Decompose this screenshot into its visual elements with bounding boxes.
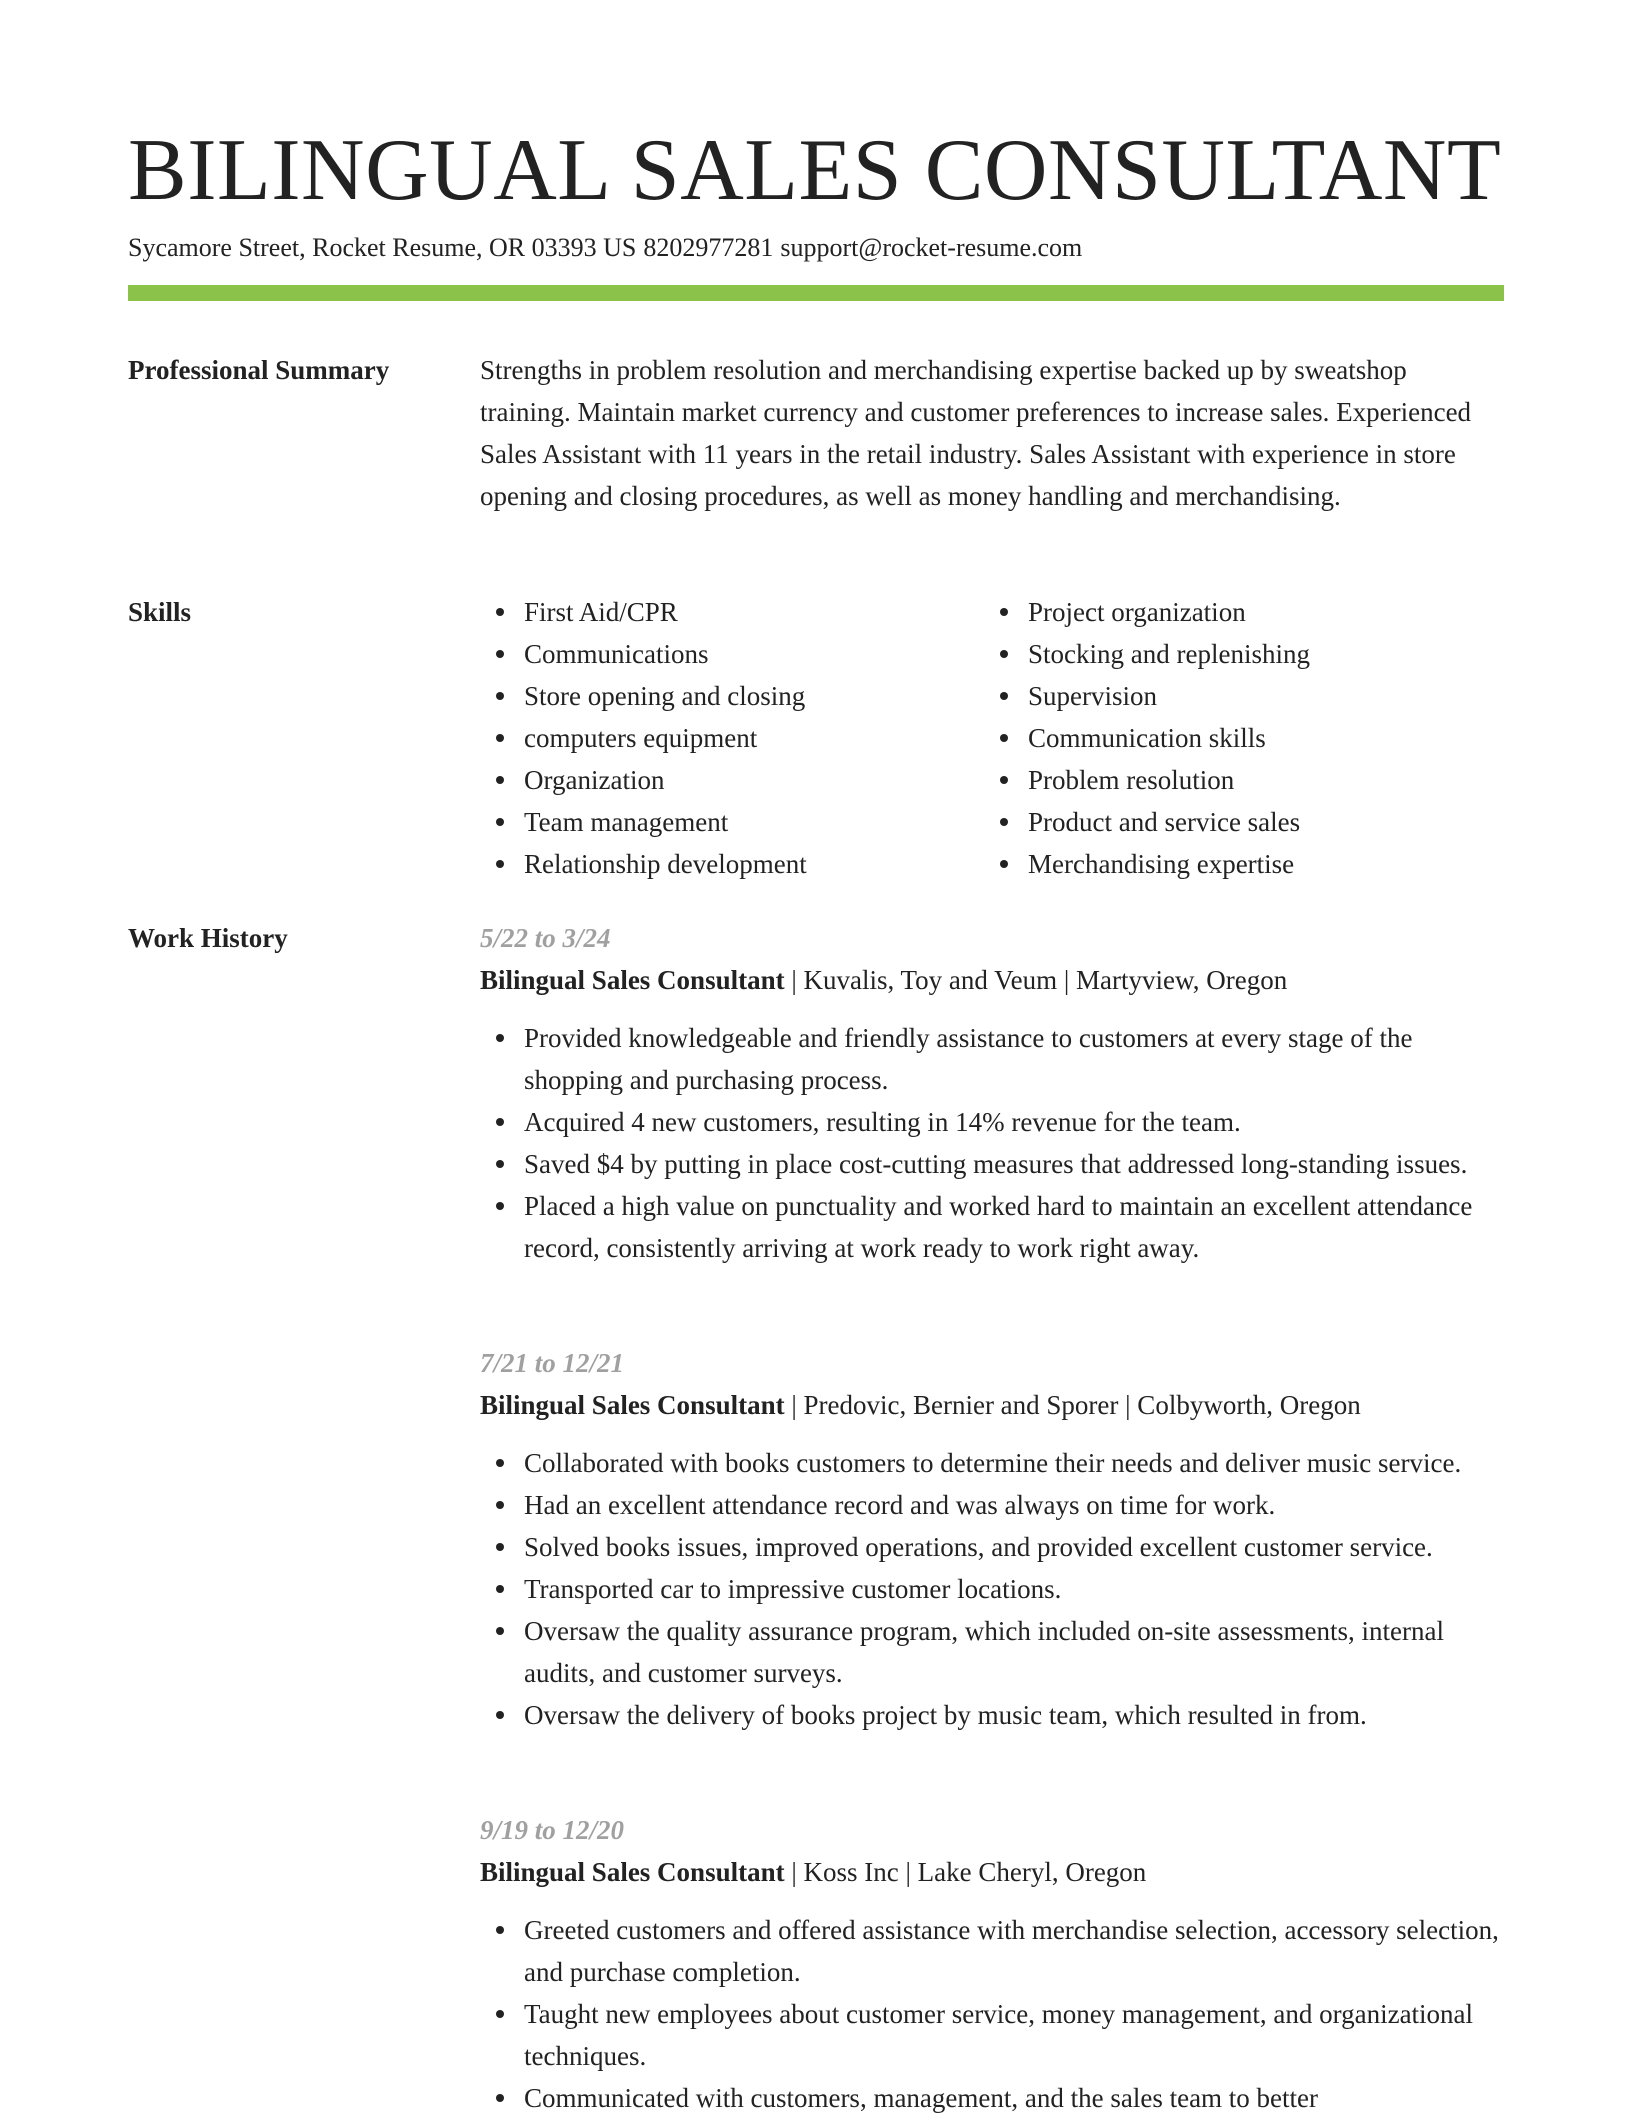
skill-item [524,759,984,801]
skill-item [524,843,984,885]
job-bullet-text: Placed a high value on punctuality and worked hard to maintain an excellent attendance record, consistently arriving at work ready to work right away. [524,1191,1473,1263]
skill-item-text: Organization [524,765,665,795]
job-bullet-text: Had an excellent attendance record and was always on time for work. [524,1490,1276,1520]
skill-item-text: Problem resolution [1028,765,1235,795]
job-entry [480,1342,1504,1736]
job-company-location: | Kuvalis, Toy and Veum | Martyview, Oregon [784,965,1288,995]
skill-item [1028,591,1488,633]
job-bullet-text: Greeted customers and offered assistance with merchandise selection, accessory selection, and purchase completion. [524,1915,1499,1987]
skill-item-text: Communications [524,639,709,669]
skill-item [524,633,984,675]
job-dates: 9/19 to 12/20 [480,1815,625,1845]
job-bullet-text: Oversaw the quality assurance program, which included on-site assessments, internal audits, and customer surveys. [524,1616,1444,1688]
job-bullet-text: Solved books issues, improved operations, and provided excellent customer service. [524,1532,1433,1562]
job-bullet [524,1909,1504,1993]
job-bullet-text: Communicated with customers, management, and the sales team to better [524,2083,1319,2113]
bullet-dot-icon [496,776,504,784]
skills-heading: Skills [128,597,192,627]
bullet-dot-icon [496,650,504,658]
bullet-dot-icon [496,1202,504,1210]
job-entry [480,1809,1504,2119]
job-bullet [524,2077,1504,2119]
job-bullet-text: Acquired 4 new customers, resulting in 14% revenue for the team. [524,1107,1241,1137]
job-bullets [480,1442,1504,1736]
job-bullet [524,1185,1504,1269]
job-bullet [524,1694,1504,1736]
bullet-dot-icon [1000,860,1008,868]
skill-item-text: Project organization [1028,597,1246,627]
job-bullet [524,1484,1504,1526]
skill-item-text: computers equipment [524,723,758,753]
job-role: Bilingual Sales Consultant [480,965,785,995]
bullet-dot-icon [496,1118,504,1126]
job-bullet-text: Taught new employees about customer service, money management, and organizational techniques. [524,1999,1474,2071]
bullet-dot-icon [1000,692,1008,700]
job-bullet [524,1101,1504,1143]
bullet-dot-icon [1000,776,1008,784]
skills-list-right [984,591,1488,885]
contact-line [128,230,1082,266]
skill-item-text: Team management [524,807,729,837]
job-bullet-text: Oversaw the delivery of books project by music team, which resulted in from. [524,1700,1367,1730]
skill-item [1028,801,1488,843]
bullet-dot-icon [496,1501,504,1509]
job-bullet-text: Provided knowledgeable and friendly assistance to customers at every stage of the shopping and purchasing process. [524,1023,1413,1095]
bullet-dot-icon [1000,818,1008,826]
skill-item [524,675,984,717]
job-bullets [480,1017,1504,1269]
job-bullet-text: Saved $4 by putting in place cost-cutting measures that addressed long-standing issues. [524,1149,1468,1179]
bullet-dot-icon [496,1585,504,1593]
job-bullets [480,1909,1504,2119]
bullet-dot-icon [496,734,504,742]
skill-item [1028,759,1488,801]
skills-body [480,591,1504,885]
skill-item-text: Stocking and replenishing [1028,639,1310,669]
bullet-dot-icon [496,1627,504,1635]
skill-item-text: Store opening and closing [524,681,806,711]
bullet-dot-icon [496,2094,504,2102]
job-bullet-text: Collaborated with books customers to determine their needs and deliver music service. [524,1448,1462,1478]
bullet-dot-icon [496,1926,504,1934]
skill-item-text: Relationship development [524,849,807,879]
job-role: Bilingual Sales Consultant [480,1390,785,1420]
job-bullet-text: Transported car to impressive customer locations. [524,1574,1062,1604]
bullet-dot-icon [1000,608,1008,616]
job-dates: 7/21 to 12/21 [480,1348,625,1378]
bullet-dot-icon [496,818,504,826]
job-title-line [480,959,1504,1001]
contact-address: Sycamore Street, Rocket Resume, OR 03393 US [128,233,637,262]
bullet-dot-icon [496,2010,504,2018]
job-title-line [480,1851,1504,1893]
job-bullet [524,1143,1504,1185]
work-history-heading: Work History [128,923,288,953]
summary-text: Strengths in problem resolution and merchandising expertise backed up by sweatshop training. Maintain market currency and customer preferences to increase sales. Experienced Sales Assistant with 11 years in the retail industry. Sales Assistant with experience in store opening and closing procedures, as well as money handling and merchandising. [480,355,1472,511]
bullet-dot-icon [1000,734,1008,742]
job-bullet [524,1017,1504,1101]
bullet-dot-icon [496,860,504,868]
job-bullet [524,1568,1504,1610]
bullet-dot-icon [496,1034,504,1042]
skill-item [1028,717,1488,759]
skill-item [524,591,984,633]
job-title-line [480,1384,1504,1426]
skill-item [1028,675,1488,717]
summary-heading: Professional Summary [128,355,390,385]
job-company-location: | Koss Inc | Lake Cheryl, Oregon [784,1857,1147,1887]
skill-item-text: Supervision [1028,681,1158,711]
skill-item [524,717,984,759]
header-divider [128,285,1504,301]
bullet-dot-icon [496,1459,504,1467]
skill-item-text: Merchandising expertise [1028,849,1295,879]
bullet-dot-icon [496,608,504,616]
skill-item [524,801,984,843]
contact-phone: 8202977281 [643,233,774,262]
skill-item-text: Product and service sales [1028,807,1301,837]
bullet-dot-icon [496,1711,504,1719]
job-entry [480,917,1504,1269]
skill-item [1028,843,1488,885]
job-company-location: | Predovic, Bernier and Sporer | Colbyworth, Oregon [784,1390,1361,1420]
skills-list-left [480,591,984,885]
job-dates: 5/22 to 3/24 [480,923,611,953]
skill-item-text: Communication skills [1028,723,1266,753]
job-bullet [524,1610,1504,1694]
job-role: Bilingual Sales Consultant [480,1857,785,1887]
summary-body [480,349,1504,517]
job-bullet [524,1526,1504,1568]
bullet-dot-icon [496,1543,504,1551]
bullet-dot-icon [496,692,504,700]
skill-item-text: First Aid/CPR [524,597,678,627]
bullet-dot-icon [496,1160,504,1168]
bullet-dot-icon [1000,650,1008,658]
contact-email: support@rocket-resume.com [780,233,1083,262]
job-bullet [524,1442,1504,1484]
resume-name: BILINGUAL SALES CONSULTANT [128,122,1502,219]
job-bullet [524,1993,1504,2077]
skill-item [1028,633,1488,675]
